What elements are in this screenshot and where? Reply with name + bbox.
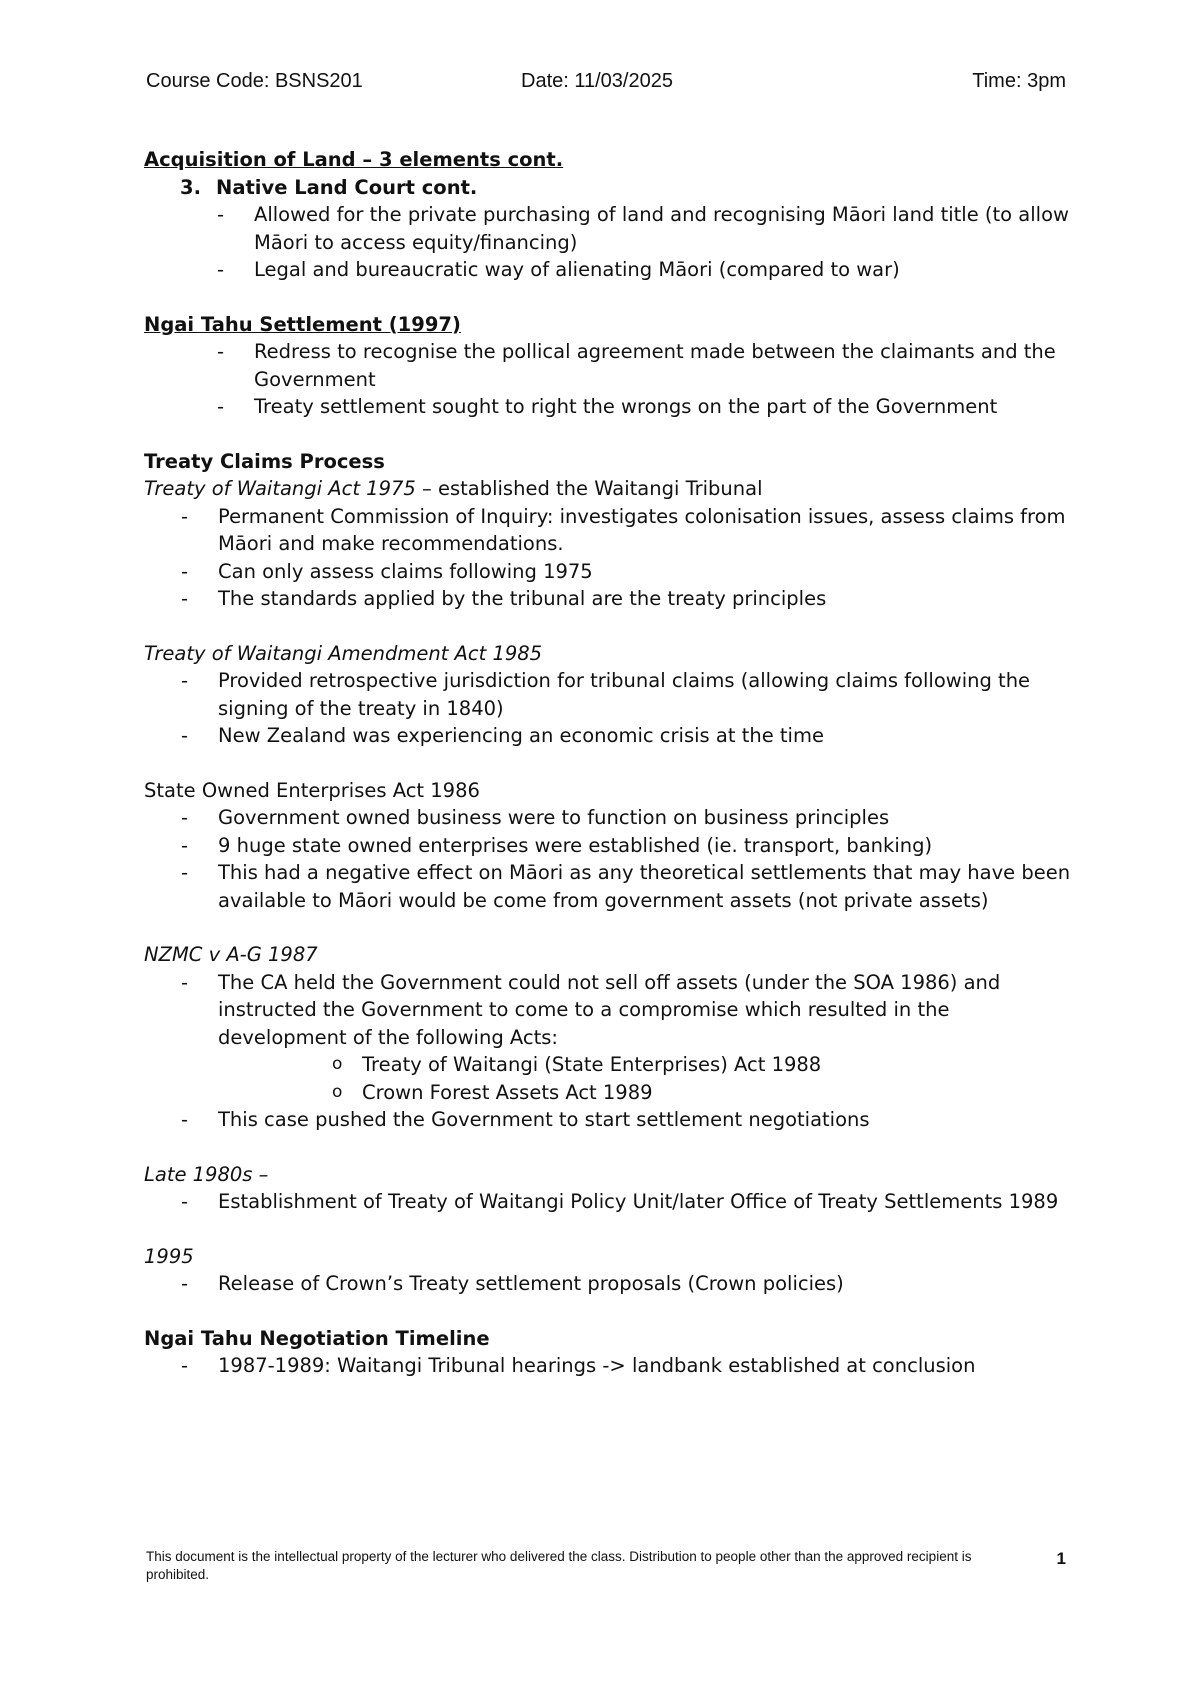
list-item: - Establishment of Treaty of Waitangi Policy Unit/later Office of Treaty Settlements 1989 xyxy=(218,1188,1074,1216)
copyright-notice: This document is the intellectual property of the lecturer who delivered the class. Distribution to people other than the approved recipient is prohibited. xyxy=(146,1549,972,1582)
list-item: - Provided retrospective jurisdiction for tribunal claims (allowing claims following the signing of the treaty in 1840) xyxy=(218,667,1074,722)
settlement-bullets xyxy=(144,338,1074,421)
numbered-item-native-land-court xyxy=(180,174,1074,202)
list-item: - 9 huge state owned enterprises were established (ie. transport, banking) xyxy=(218,832,1074,860)
act-1975-suffix: – established the Waitangi Tribunal xyxy=(415,477,763,500)
section-heading-ngai-tahu-settlement: Ngai Tahu Settlement (1997) xyxy=(144,312,461,336)
list-item: - Permanent Commission of Inquiry: investigates colonisation issues, assess claims from Māori and make recommendations. xyxy=(218,503,1074,558)
soe-1986-bullets xyxy=(144,804,1074,914)
act-1985-heading: Treaty of Waitangi Amendment Act 1985 xyxy=(144,641,543,665)
lecture-time: Time: 3pm xyxy=(972,70,1066,92)
timeline-bullets xyxy=(144,1352,1074,1380)
act-1975-heading xyxy=(144,475,1074,503)
page-number: 1 xyxy=(1056,1549,1066,1568)
late-1980s-bullets xyxy=(144,1188,1074,1216)
item-title: Native Land Court cont. xyxy=(216,175,478,199)
section-heading-acquisition: Acquisition of Land – 3 elements cont. xyxy=(144,148,564,171)
list-item: - New Zealand was experiencing an economic crisis at the time xyxy=(218,722,1074,750)
page-footer xyxy=(146,1548,1066,1584)
list-item: - Release of Crown’s Treaty settlement proposals (Crown policies) xyxy=(218,1270,1074,1298)
act-1985-bullets xyxy=(144,667,1074,750)
late-1980s-heading: Late 1980s – xyxy=(144,1162,269,1186)
list-item: - The standards applied by the tribunal are the treaty principles xyxy=(218,585,1074,613)
list-item: - Legal and bureaucratic way of alienating Māori (compared to war) xyxy=(254,256,1074,284)
document-body xyxy=(144,146,1074,1380)
sub-list-item: o Crown Forest Assets Act 1989 xyxy=(362,1079,1074,1107)
section-heading-treaty-claims: Treaty Claims Process xyxy=(144,449,385,473)
nzmc-1987-heading: NZMC v A-G 1987 xyxy=(144,943,318,966)
list-item: - This had a negative effect on Māori as any theoretical settlements that may have been available to Māori would be come from government assets (not private assets) xyxy=(218,859,1074,914)
year-1995-heading: 1995 xyxy=(144,1244,194,1268)
list-item: - This case pushed the Government to start settlement negotiations xyxy=(218,1106,1074,1134)
list-item: - Government owned business were to function on business principles xyxy=(218,804,1074,832)
item-number: 3. xyxy=(180,175,201,199)
list-item: - Allowed for the private purchasing of land and recognising Māori land title (to allow Māori to access equity/financing) xyxy=(254,201,1074,256)
list-item: - The CA held the Government could not sell off assets (under the SOA 1986) and instructed the Government to come to a compromise which resulted in the development of the following Acts: xyxy=(218,969,1074,1052)
lecture-date: Date: 11/03/2025 xyxy=(521,70,673,92)
acquisition-bullets xyxy=(144,201,1074,284)
page-header xyxy=(146,70,1066,100)
act-1975-bullets xyxy=(144,503,1074,613)
soe-1986-heading: State Owned Enterprises Act 1986 xyxy=(144,778,480,802)
nzmc-1987-bullets-cont xyxy=(144,1106,1074,1134)
sub-list-item: o Treaty of Waitangi (State Enterprises) Act 1988 xyxy=(362,1051,1074,1079)
list-item: - Redress to recognise the pollical agreement made between the claimants and the Government xyxy=(254,338,1074,393)
nzmc-1987-bullets xyxy=(144,969,1074,1052)
nzmc-1987-sub-bullets xyxy=(144,1051,1074,1106)
list-item: - 1987-1989: Waitangi Tribunal hearings -> landbank established at conclusion xyxy=(218,1352,1074,1380)
year-1995-bullets xyxy=(144,1270,1074,1298)
course-code: Course Code: BSNS201 xyxy=(146,70,363,92)
act-1975-name: Treaty of Waitangi Act 1975 xyxy=(144,477,416,500)
list-item: - Treaty settlement sought to right the wrongs on the part of the Government xyxy=(254,393,1074,421)
section-heading-negotiation-timeline: Ngai Tahu Negotiation Timeline xyxy=(144,1326,490,1350)
list-item: - Can only assess claims following 1975 xyxy=(218,558,1074,586)
